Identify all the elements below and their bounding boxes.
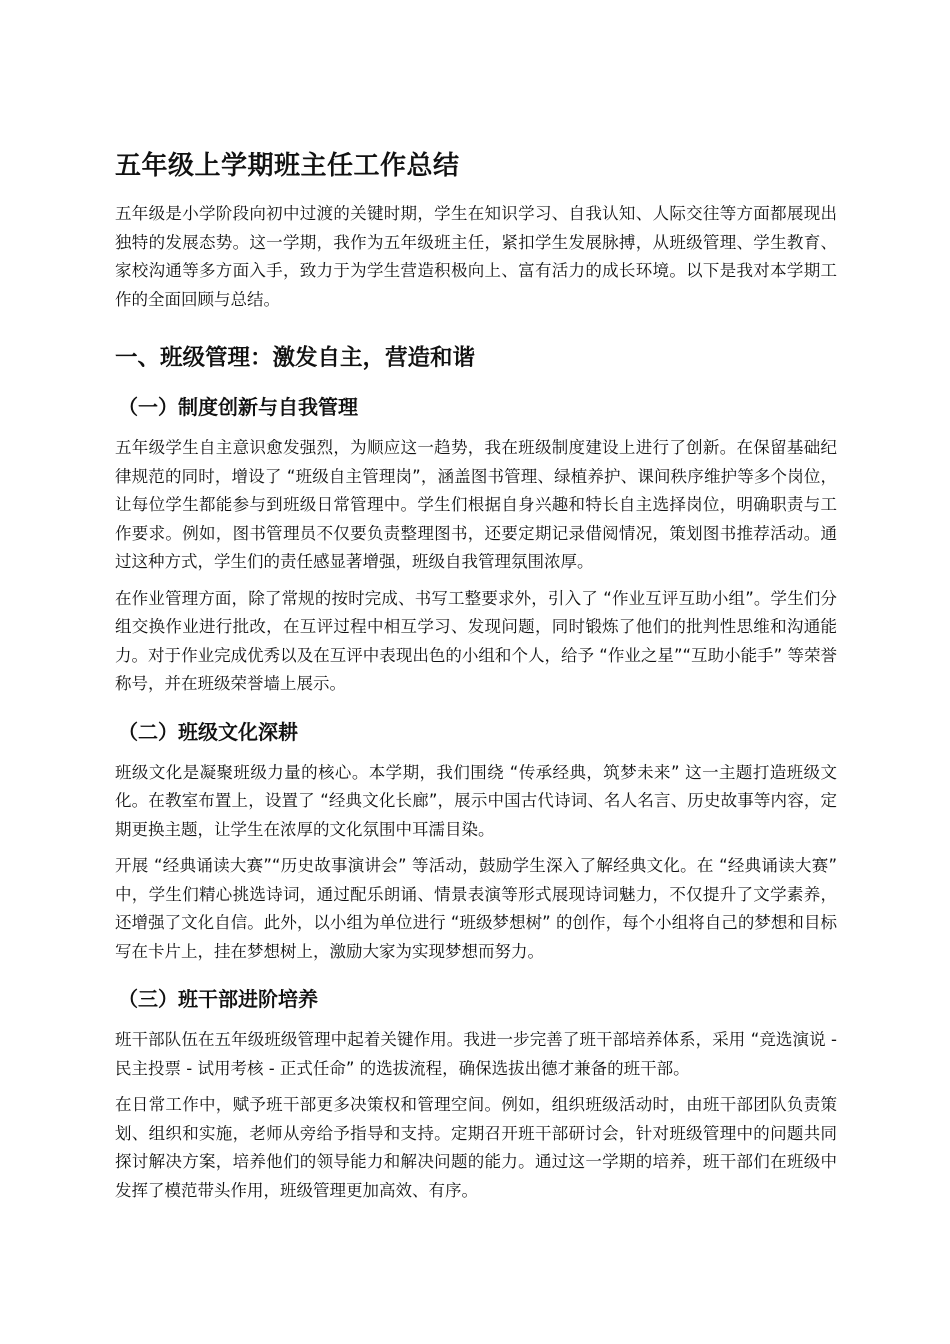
subsection-2-paragraph-2: 开展 “经典诵读大赛”“历史故事演讲会” 等活动，鼓励学生深入了解经典文化。在 “经典诵读大赛” 中，学生们精心挑选诗词，通过配乐朗诵、情景表演等形式展现诗词魅力，不仅提升了文学素养，还增强了文化自信。此外，以小组为单位进行 “班级梦想树” 的创作，每个小组将自己的梦想和目标写在卡片上，挂在梦想树上，激励大家为实现梦想而努力。: [115, 856, 837, 961]
section-1-heading: 一、班级管理：激发自主，营造和谐: [115, 345, 476, 371]
intro-paragraph: 五年级是小学阶段向初中过渡的关键时期，学生在知识学习、自我认知、人际交往等方面都展现出独特的发展态势。这一学期，我作为五年级班主任，紧扣学生发展脉搏，从班级管理、学生教育、家校沟通等多方面入手，致力于为学生营造积极向上、富有活力的成长环境。以下是我对本学期工作的全面回顾与总结。: [115, 204, 837, 309]
subsection-3-paragraph-1: 班干部队伍在五年级班级管理中起着关键作用。我进一步完善了班干部培养体系，采用 “竞选演说 - 民主投票 - 试用考核 - 正式任命” 的选拔流程，确保选拔出德才兼备的班干部。: [115, 1030, 837, 1078]
subsection-3-heading: （三）班干部进阶培养: [118, 987, 318, 1011]
document-page: [115, 148, 837, 1213]
subsection-1-paragraph-1: 五年级学生自主意识愈发强烈，为顺应这一趋势，我在班级制度建设上进行了创新。在保留基础纪律规范的同时，增设了 “班级自主管理岗”，涵盖图书管理、绿植养护、课间秩序维护等多个岗位，让每位学生都能参与到班级日常管理中。学生们根据自身兴趣和特长自主选择岗位，明确职责与工作要求。例如，图书管理员不仅要负责整理图书，还要定期记录借阅情况，策划图书推荐活动。通过这种方式，学生们的责任感显著增强，班级自我管理氛围浓厚。: [115, 438, 837, 571]
subsection-1-heading: （一）制度创新与自我管理: [118, 395, 358, 419]
subsection-1-paragraph-2: 在作业管理方面，除了常规的按时完成、书写工整要求外，引入了 “作业互评互助小组”。学生们分组交换作业进行批改，在互评过程中相互学习、发现问题，同时锻炼了他们的批判性思维和沟通能力。对于作业完成优秀以及在互评中表现出色的小组和个人，给予 “作业之星”“互助小能手” 等荣誉称号，并在班级荣誉墙上展示。: [115, 588, 837, 693]
document-title: 五年级上学期班主任工作总结: [115, 151, 460, 181]
subsection-2-heading: （二）班级文化深耕: [118, 719, 298, 744]
subsection-3-paragraph-2: 在日常工作中，赋予班干部更多决策权和管理空间。例如，组织班级活动时，由班干部团队负责策划、组织和实施，老师从旁给予指导和支持。定期召开班干部研讨会，针对班级管理中的问题共同探讨解决方案，培养他们的领导能力和解决问题的能力。通过这一学期的培养，班干部们在班级中发挥了模范带头作用，班级管理更加高效、有序。: [115, 1095, 837, 1200]
subsection-2-paragraph-1: 班级文化是凝聚班级力量的核心。本学期，我们围绕 “传承经典，筑梦未来” 这一主题打造班级文化。在教室布置上，设置了 “经典文化长廊”，展示中国古代诗词、名人名言、历史故事等内容，定期更换主题，让学生在浓厚的文化氛围中耳濡目染。: [115, 762, 837, 839]
